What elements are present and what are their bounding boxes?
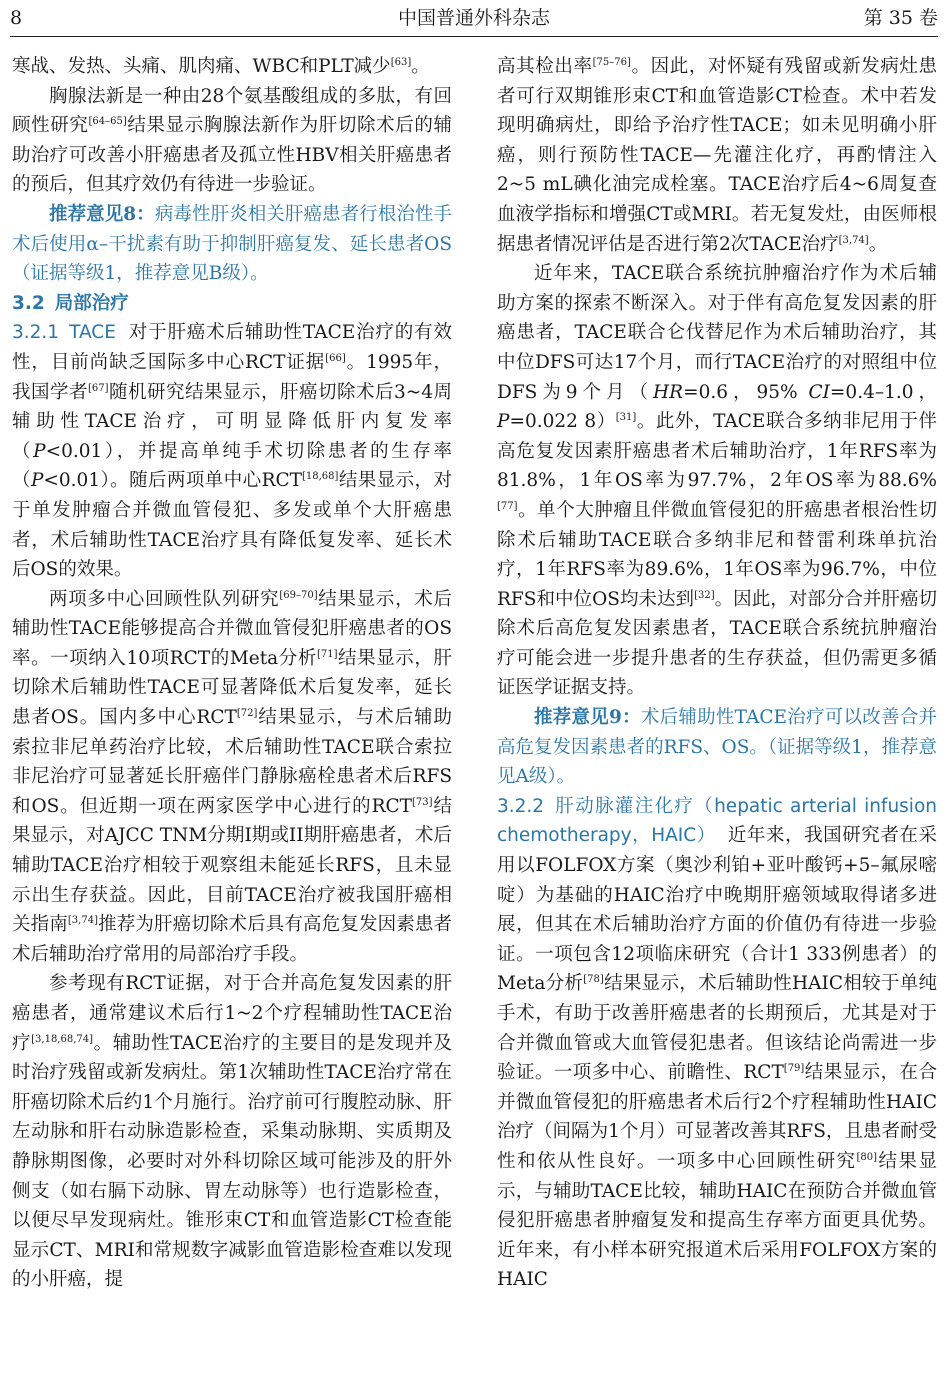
citation[interactable]: [66] xyxy=(325,352,346,364)
volume-label: 第 35 卷 xyxy=(863,7,938,29)
paragraph: 两项多中心回顾性队列研究[69–70]结果显示，术后辅助性TACE能够提高合并微血管侵犯肝癌患者的OS率。一项纳入10项RCT的Meta分析[71]结果显示，肝切除术后辅助性TACE可显著降低术后复发率，延长患者OS。国内多中心RCT[72]结果显示，与术后辅助索拉非尼单药治疗比较，术后辅助性TACE联合索拉非尼治疗可显著延长肝癌伴门静脉癌栓患者术后RFS和OS。但近期一项在两家医学中心进行的RCT[73]结果显示，对AJCC TNM分期I期或II期肝癌患者，术后辅助TACE治疗相较于观察组未能延长RFS，且未显示出生存获益。因此，目前TACE治疗被我国肝癌相关指南[3,74]推荐为肝癌切除术后具有高危复发因素患者术后辅助治疗常用的局部治疗手段。 xyxy=(12,588,452,965)
subsection-number: 3.2.1 xyxy=(12,322,60,344)
section-heading: 3.2 局部治疗 xyxy=(12,292,129,314)
paragraph: 高其检出率[75–76]。因此，对怀疑有残留或新发病灶患者可行双期锥形束CT和血管造影CT检查。术中若发现明确病灶，即给予治疗性TACE；如未见明确小肝癌，则行预防性TACE—先灌注化疗，再酌情注入2~5 mL碘化油完成栓塞。TACE治疗后4~6周复查血液学指标和增强CT或MRI。若无复发灶，由医师根据患者情况评估是否进行第2次TACE治疗[3,74]。 xyxy=(497,56,937,255)
citation[interactable]: [18,68] xyxy=(302,471,339,483)
subsection-title: 肝动脉灌注化疗（hepatic arterial infusion chemotherapy，HAIC） xyxy=(497,795,937,847)
recommendation-label: 推荐意见8： xyxy=(49,203,155,225)
citation[interactable]: [3,18,68,74] xyxy=(31,1033,94,1045)
citation[interactable]: [67] xyxy=(87,382,109,394)
recommendation-8: 推荐意见8：病毒性肝炎相关肝癌患者行根治性手术后使用α–干扰素有助于抑制肝癌复发、延长患者OS（证据等级1，推荐意见B级）。 xyxy=(12,203,452,285)
paragraph: 参考现有RCT证据，对于合并高危复发因素的肝癌患者，通常建议术后行1~2个疗程辅助性TACE治疗[3,18,68,74]。辅助性TACE治疗的主要目的是发现并及时治疗残留或新发病灶。第1次辅助性TACE治疗常在肝癌切除术后约1个月施行。治疗前可行腹腔动脉、肝左动脉和肝右动脉造影检查，采集动脉期、实质期及静脉期图像，必要时对外科切除区域可能涉及的肝外侧支（如右膈下动脉、胃左动脉等）也行造影检查，以便尽早发现病灶。锥形束CT和血管造影CT检查能显示CT、MRI和常规数字减影血管造影检查难以发现的小肝癌，提 xyxy=(12,973,452,1291)
journal-title: 中国普通外科杂志 xyxy=(397,7,550,29)
left-column xyxy=(12,52,452,1295)
subsection-tace: 3.2.1 TACE 对于肝癌术后辅助性TACE治疗的有效性，目前尚缺乏国际多中心RCT证据[66]。1995年，我国学者[67]随机研究结果显示，肝癌切除术后3~4周辅助性TACE治疗，可明显降低肝内复发率（P<0.01），并提高单纯手术切除患者的生存率（P<0.01）。随后两项单中心RCT[18,68]结果显示，对于单发肿瘤合并微血管侵犯、多发或单个大肝癌患者，术后辅助性TACE治疗具有降低复发率、延长术后OS的效果。 xyxy=(12,322,452,581)
paragraph: 近年来，TACE联合系统抗肿瘤治疗作为术后辅助方案的探索不断深入。对于伴有高危复发因素的肝癌患者，TACE联合仑伐替尼作为术后辅助治疗，其中位DFS可达17个月，而行TACE治疗的对照组中位DFS为9个月（HR=0.6，95% CI=0.4–1.0，P=0.022 8）[31]。此外，TACE联合多纳非尼用于伴高危复发因素肝癌患者术后辅助治疗，1年RFS率为81.8%，1年OS率为97.7%，2年OS率为88.6%[77]。单个大肿瘤且伴微血管侵犯的肝癌患者根治性切除术后辅助TACE联合多纳非尼和替雷利珠单抗治疗，1年RFS率为89.6%，1年OS率为96.7%，中位RFS和中位OS均未达到[32]。因此，对部分合并肝癌切除术后高危复发因素患者，TACE联合系统抗肿瘤治疗可能会进一步提升患者的生存获益，但仍需更多循证医学证据支持。 xyxy=(497,263,937,699)
recommendation-9: 推荐意见9：术后辅助性TACE治疗可以改善合并高危复发因素患者的RFS、OS。（证据等级1，推荐意见A级）。 xyxy=(497,707,937,788)
citation[interactable]: [32] xyxy=(694,589,715,601)
citation[interactable]: [79] xyxy=(783,1063,805,1075)
citation[interactable]: [71] xyxy=(316,648,338,660)
citation[interactable]: [63] xyxy=(390,57,412,68)
paragraph: 寒战、发热、头痛、肌肉痛、WBC和PLT减少[63]。 xyxy=(12,56,430,77)
citation[interactable]: [64–65] xyxy=(88,116,127,128)
citation[interactable]: [73] xyxy=(412,796,433,808)
recommendation-label: 推荐意见9： xyxy=(534,707,641,729)
citation[interactable]: [72] xyxy=(236,708,258,720)
page-header xyxy=(10,0,938,37)
page-number: 8 xyxy=(10,7,23,29)
subsection-title: TACE xyxy=(69,322,116,344)
citation[interactable]: [78] xyxy=(583,974,604,986)
citation[interactable]: [77] xyxy=(497,500,518,512)
citation[interactable]: [3,74] xyxy=(67,915,98,927)
citation[interactable]: [3,74] xyxy=(838,234,869,246)
citation[interactable]: [69–70] xyxy=(279,589,318,601)
paragraph: 胸腺法新是一种由28个氨基酸组成的多肽，有回顾性研究[64–65]结果显示胸腺法新作为肝切除术后的辅助治疗可改善小肝癌患者及孤立性HBV相关肝癌患者的预后，但其疗效仍有待进一步验证。 xyxy=(12,85,452,196)
subsection-haic: 3.2.2 肝动脉灌注化疗（hepatic arterial infusion chemotherapy，HAIC） 近年来，我国研究者在采用以FOLFOX方案（奥沙利铂+亚叶酸钙+5–氟尿嘧啶）为基础的HAIC治疗中晚期肝癌领域取得诸多进展，但其在术后辅助治疗方面的价值仍有待进一步验证。一项包含12项临床研究（合计1 333例患者）的Meta分析[78]结果显示，术后辅助性HAIC相较于单纯手术，有助于改善肝癌患者的长期预后，尤其是对于合并微血管或大血管侵犯患者。但该结论尚需进一步验证。一项多中心、前瞻性、RCT[79]结果显示，在合并微血管侵犯的肝癌患者术后行2个疗程辅助性HAIC治疗（间隔为1个月）可显著改善其RFS，且患者耐受性和依从性良好。一项多中心回顾性研究[80]结果显示，与辅助TACE比较，辅助HAIC在预防合并微血管侵犯肝癌患者肿瘤复发和提高生存率方面更具优势。近年来，有小样本研究报道术后采用FOLFOX方案的HAIC xyxy=(497,795,937,1291)
subsection-number: 3.2.2 xyxy=(497,795,545,817)
citation[interactable]: [31] xyxy=(615,412,637,424)
citation[interactable]: [75–76] xyxy=(592,57,631,68)
citation[interactable]: [80] xyxy=(856,1151,878,1163)
right-column xyxy=(497,52,937,1295)
